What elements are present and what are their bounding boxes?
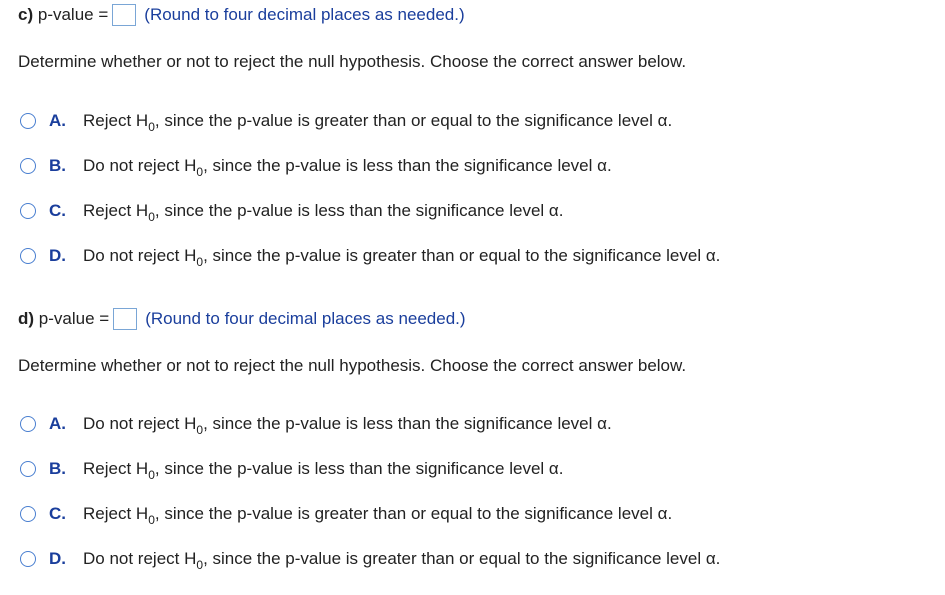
option-text <box>83 201 564 224</box>
option-text <box>83 414 612 437</box>
radio-icon[interactable] <box>20 461 36 477</box>
question-c-option-c[interactable] <box>20 201 564 224</box>
option-letter: D. <box>49 246 66 265</box>
question-d-pvalue-row <box>18 308 466 330</box>
option-text-post: , since the p-value is less than the significance level α. <box>203 414 612 433</box>
option-letter: D. <box>49 549 66 568</box>
question-c-option-d[interactable] <box>20 246 721 269</box>
option-text-post: , since the p-value is less than the significance level α. <box>203 156 612 175</box>
option-text <box>83 111 673 134</box>
option-text-post: , since the p-value is less than the significance level α. <box>154 201 564 220</box>
option-text-pre: Reject H <box>83 504 149 523</box>
option-letter: B. <box>49 459 66 478</box>
radio-icon[interactable] <box>20 203 36 219</box>
option-text <box>83 246 721 269</box>
option-text-pre: Do not reject H <box>83 549 197 568</box>
radio-icon[interactable] <box>20 248 36 264</box>
radio-icon[interactable] <box>20 113 36 129</box>
option-subscript: 0 <box>196 255 204 269</box>
option-text-pre: Reject H <box>83 459 149 478</box>
option-text <box>83 504 673 527</box>
option-text-post: , since the p-value is greater than or equal to the significance level α. <box>154 111 673 130</box>
question-d-pvalue-label: p-value = <box>38 309 110 328</box>
option-text-post: , since the p-value is greater than or equal to the significance level α. <box>203 246 721 265</box>
option-subscript: 0 <box>196 558 204 572</box>
question-d-option-d[interactable] <box>20 549 721 572</box>
question-c-option-b[interactable] <box>20 156 612 179</box>
option-text <box>83 549 721 572</box>
question-d-hint: (Round to four decimal places as needed.) <box>145 309 466 328</box>
option-text-pre: Do not reject H <box>83 246 197 265</box>
option-text-pre: Do not reject H <box>83 414 197 433</box>
option-text-post: , since the p-value is less than the significance level α. <box>154 459 564 478</box>
question-d-part-label: d) <box>18 309 35 328</box>
question-c-hint: (Round to four decimal places as needed.) <box>144 5 465 24</box>
option-text-pre: Do not reject H <box>83 156 197 175</box>
option-text-pre: Reject H <box>83 111 149 130</box>
option-subscript: 0 <box>148 513 155 527</box>
question-d-prompt: Determine whether or not to reject the null hypothesis. Choose the correct answer below. <box>18 356 687 375</box>
radio-icon[interactable] <box>20 506 36 522</box>
option-subscript: 0 <box>148 120 155 134</box>
question-d-option-c[interactable] <box>20 504 673 527</box>
option-letter: C. <box>49 201 66 220</box>
option-text-post: , since the p-value is greater than or equal to the significance level α. <box>154 504 673 523</box>
question-c-prompt: Determine whether or not to reject the null hypothesis. Choose the correct answer below. <box>18 52 687 71</box>
option-text <box>83 156 612 179</box>
question-d-option-b[interactable] <box>20 459 564 482</box>
question-d-pvalue-input[interactable] <box>113 308 137 330</box>
radio-icon[interactable] <box>20 158 36 174</box>
question-c-pvalue-row <box>18 4 465 26</box>
option-text-pre: Reject H <box>83 201 149 220</box>
question-c-pvalue-input[interactable] <box>112 4 136 26</box>
option-subscript: 0 <box>148 468 155 482</box>
option-text <box>83 459 564 482</box>
question-d-option-a[interactable] <box>20 414 612 437</box>
option-subscript: 0 <box>196 165 204 179</box>
option-text-post: , since the p-value is greater than or equal to the significance level α. <box>203 549 721 568</box>
option-letter: A. <box>49 111 66 130</box>
question-c-pvalue-label: p-value = <box>37 5 109 24</box>
option-subscript: 0 <box>148 210 155 224</box>
option-subscript: 0 <box>196 423 204 437</box>
question-c-option-a[interactable] <box>20 111 673 134</box>
question-c-part-label: c) <box>18 5 34 24</box>
radio-icon[interactable] <box>20 551 36 567</box>
option-letter: B. <box>49 156 66 175</box>
radio-icon[interactable] <box>20 416 36 432</box>
option-letter: C. <box>49 504 66 523</box>
option-letter: A. <box>49 414 66 433</box>
